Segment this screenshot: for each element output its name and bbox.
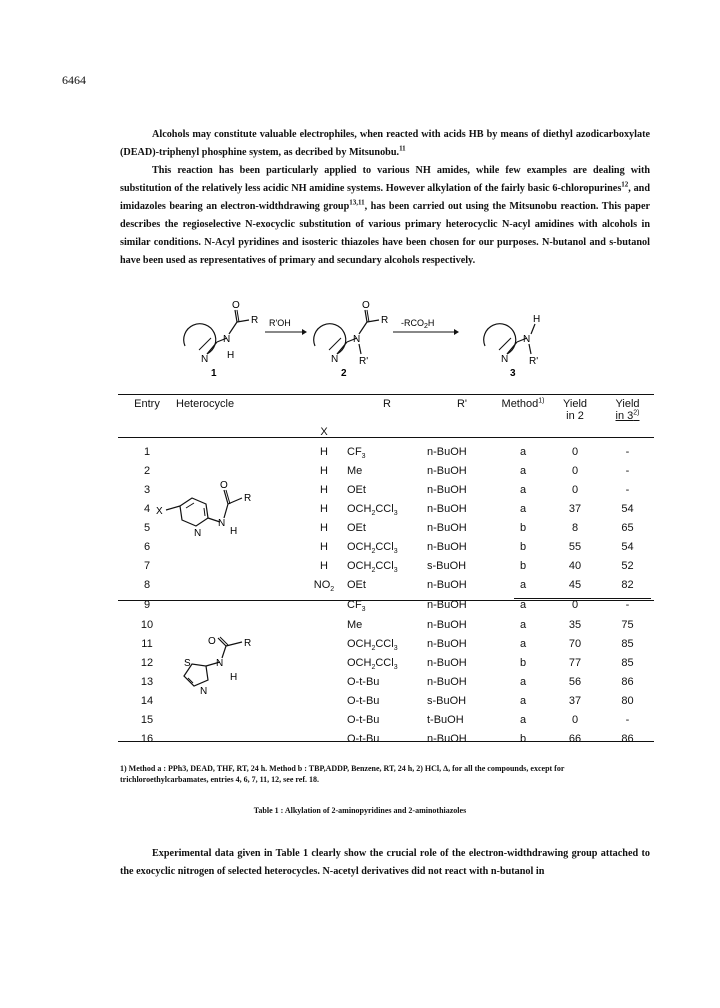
x-column-label: X <box>320 426 328 438</box>
yield2-cell: 45 <box>568 578 582 591</box>
x-cell: H <box>320 521 328 534</box>
yield2-cell: 77 <box>568 656 582 669</box>
rp-cell: n-BuOH <box>427 540 467 553</box>
entry-cell: 1 <box>143 445 151 458</box>
method-cell: a <box>519 502 527 515</box>
table-footnote: 1) Method a : PPh3, DEAD, THF, RT, 24 h. Method b : TBP,ADDP, Benzene, RT, 24 h, 2) HCl, Δ, for all the compounds, except for trichloroethylcarbamates, entries 4, 6, 7, 11, 12, see ref. 18. <box>120 764 565 784</box>
entry-cell: 12 <box>140 656 154 669</box>
rp-cell: n-BuOH <box>427 618 467 631</box>
atom-r-label: R <box>244 638 252 649</box>
atom-h-label: H <box>533 314 541 325</box>
yield3-cell: - <box>625 445 630 458</box>
entry-cell: 8 <box>143 578 151 591</box>
r-cell: $OCH_2CCl_3$ <box>347 502 398 517</box>
method-cell: a <box>519 464 527 477</box>
compound-1-structure <box>184 300 259 365</box>
r-cell: OEt <box>347 521 366 534</box>
rp-cell: n-BuOH <box>427 464 467 477</box>
table-row <box>118 710 654 729</box>
entry-cell: 4 <box>143 502 151 515</box>
entry-cell: 5 <box>143 521 151 534</box>
heterocycle-cell <box>176 575 301 594</box>
atom-o-label: O <box>232 300 240 311</box>
atom-n-label: N <box>223 334 231 345</box>
yield2-cell: 55 <box>568 540 582 553</box>
atom-n-label: N <box>523 334 531 345</box>
r-cell: $OCH_2CCl_3$ <box>347 656 398 671</box>
aminothiazole-structure <box>170 636 280 706</box>
x-cell: H <box>320 502 328 515</box>
reaction-scheme <box>165 298 565 378</box>
entry-cell: 3 <box>143 483 151 496</box>
heterocycle-cell <box>176 594 301 615</box>
heterocycle-cell <box>176 442 301 461</box>
rp-cell: n-BuOH <box>427 521 467 534</box>
yield2-cell: 0 <box>571 713 579 726</box>
r-cell: Me <box>347 464 363 477</box>
entry-cell: 13 <box>140 675 154 688</box>
rp-cell: n-BuOH <box>427 656 467 669</box>
col-entry: Entry <box>134 398 160 410</box>
method-cell: a <box>519 637 527 650</box>
x-cell: H <box>320 540 328 553</box>
method-cell: a <box>519 445 527 458</box>
table-row <box>118 729 654 748</box>
reagent-2: $-RCO_2H$ <box>401 318 435 330</box>
atom-n-label: N <box>353 334 361 345</box>
yield2-cell: 0 <box>571 483 579 496</box>
rp-cell: n-BuOH <box>427 675 467 688</box>
entry-cell: 9 <box>143 598 151 611</box>
method-cell: a <box>519 713 527 726</box>
atom-r-label: R <box>251 315 259 326</box>
rp-cell: n-BuOH <box>427 502 467 515</box>
ring-n-label: N <box>331 354 339 365</box>
ring-n-label: N <box>501 354 509 365</box>
rp-cell: n-BuOH <box>427 578 467 591</box>
method-cell: b <box>519 559 527 572</box>
col-r: R <box>383 398 391 410</box>
r-cell: O-t-Bu <box>347 732 380 745</box>
atom-s-label: S <box>184 658 191 669</box>
compound-3-structure <box>484 314 541 367</box>
method-cell: a <box>519 694 527 707</box>
table-row <box>118 594 654 615</box>
yield2-cell: 66 <box>568 732 582 745</box>
paragraph-discussion: Experimental data given in Table 1 clearly show the crucial role of the electron-widthdrawing group attached to the exocyclic nitrogen of selected heterocycles. N-acetyl derivatives did not react with n-butanol in <box>120 848 650 877</box>
yield3-cell: 86 <box>621 732 634 745</box>
yield2-cell: 37 <box>568 502 582 515</box>
compound-label-1: 1 <box>211 368 217 378</box>
table-row <box>118 575 654 594</box>
yield2-cell: 8 <box>571 521 579 534</box>
yield2-cell: 56 <box>568 675 582 688</box>
rp-cell: n-BuOH <box>427 732 467 745</box>
yield2-cell: 0 <box>571 464 579 477</box>
yield3-cell: 75 <box>621 618 634 631</box>
method-cell: a <box>519 675 527 688</box>
paragraph-scope: This reaction has been particularly applied to various NH amides, while few examples are dealing with substitution of the relatively less acidic NH amidine systems. However alkylation of the fairly basic 6-chloropurines$^{12}$, and imidazoles bearing an electron-widthdrawing group$^{13,11}$, has been carried out using the Mitsunobu reaction. This paper describes the regioselective N-exocyclic substitution of various primary heterocyclic N-acyl amidines with alcohols in similar conditions. N-Acyl pyridines and isosteric thiazoles have been chosen for our purposes. N-butanol and s-butanol have been used as representatives of primary and secundary alcohols respectively. <box>120 165 650 266</box>
rp-cell: s-BuOH <box>427 694 467 707</box>
table-row <box>118 556 654 575</box>
x-cell <box>301 594 347 615</box>
entry-cell: 14 <box>140 694 154 707</box>
table-row <box>118 615 654 634</box>
method-cell: a <box>519 483 527 496</box>
yield3-cell: - <box>625 483 630 496</box>
atom-n-label: N <box>218 518 226 529</box>
x-cell <box>301 653 347 672</box>
entry-cell: 16 <box>140 732 154 745</box>
atom-n-label: N <box>216 658 224 669</box>
yield3-cell: 54 <box>621 502 634 515</box>
yield3-cell: 85 <box>621 637 634 650</box>
atom-h-label: H <box>227 350 235 361</box>
yield3-cell: 65 <box>621 521 634 534</box>
entry-cell: 10 <box>140 618 154 631</box>
rp-cell: t-BuOH <box>427 713 464 726</box>
method-cell: a <box>519 598 527 611</box>
heterocycle-cell <box>176 615 301 634</box>
ring-n-label: N <box>201 354 209 365</box>
atom-r-label: R <box>244 493 252 504</box>
yield2-cell: 0 <box>571 445 579 458</box>
atom-o-label: O <box>220 480 228 491</box>
col-rp: R' <box>456 398 468 410</box>
r-cell: Me <box>347 618 363 631</box>
yield2-cell: 0 <box>571 598 579 611</box>
yield3-cell: - <box>625 598 630 611</box>
atom-r-label: R <box>381 315 389 326</box>
yield2-cell: 70 <box>568 637 582 650</box>
atom-o-label: O <box>362 300 370 311</box>
x-cell <box>301 615 347 634</box>
x-cell: H <box>320 445 328 458</box>
method-cell: b <box>519 656 527 669</box>
method-cell: b <box>519 521 527 534</box>
reagent-1: R'OH <box>269 318 291 328</box>
col-method: Method$^{1)}$ <box>501 397 545 410</box>
r-cell: $CF_3$ <box>347 445 366 460</box>
rp-cell: n-BuOH <box>427 598 467 611</box>
entry-cell: 7 <box>143 559 151 572</box>
rp-cell: s-BuOH <box>427 559 467 572</box>
page-number: 6464 <box>62 73 86 87</box>
heterocycle-cell <box>176 729 301 748</box>
method-cell: a <box>519 578 527 591</box>
yield2-cell: 35 <box>568 618 582 631</box>
yield3-cell: 52 <box>621 559 634 572</box>
r-cell: $OCH_2CCl_3$ <box>347 637 398 652</box>
r-cell: OEt <box>347 483 366 496</box>
atom-rp-label: R' <box>359 356 369 367</box>
col-yield2: Yield in 2 <box>562 398 588 422</box>
rp-cell: n-BuOH <box>427 637 467 650</box>
r-cell: OEt <box>347 578 366 591</box>
heterocycle-cell <box>176 710 301 729</box>
method-cell: b <box>519 732 527 745</box>
ring-n-label: N <box>200 686 208 697</box>
entry-cell: 6 <box>143 540 151 553</box>
yield3-cell: 86 <box>621 675 634 688</box>
yield3-cell: 82 <box>621 578 634 591</box>
atom-rp-label: R' <box>529 356 539 367</box>
col-heterocycle: Heterocycle <box>176 398 235 410</box>
yield3-cell: 54 <box>621 540 634 553</box>
yield3-cell: - <box>625 713 630 726</box>
r-cell: $CF_3$ <box>347 598 366 613</box>
r-cell: O-t-Bu <box>347 675 380 688</box>
table-header-row <box>118 398 654 422</box>
atom-x-label: X <box>156 506 163 517</box>
entry-cell: 2 <box>143 464 151 477</box>
yield3-cell: 80 <box>621 694 634 707</box>
compound-label-3: 3 <box>510 368 516 378</box>
x-cell <box>301 691 347 710</box>
atom-h-label: H <box>230 526 238 537</box>
r-cell: O-t-Bu <box>347 694 380 707</box>
r-cell: $OCH_2CCl_3$ <box>347 540 398 555</box>
entry-cell: 15 <box>140 713 154 726</box>
method-cell: a <box>519 618 527 631</box>
x-cell <box>301 634 347 653</box>
x-cell <box>301 672 347 691</box>
yield2-cell: 40 <box>568 559 582 572</box>
table-caption: Table 1 : Alkylation of 2-aminopyridines and 2-aminothiazoles <box>253 806 467 815</box>
heterocycle-cell <box>176 556 301 575</box>
compound-2-structure <box>314 300 389 367</box>
x-cell <box>301 710 347 729</box>
yield2-cell: 37 <box>568 694 582 707</box>
ring-n-label: N <box>194 528 202 539</box>
aminopyridine-structure <box>150 476 280 546</box>
col-yield3: Yield in 3$^{2)}$ <box>615 398 640 422</box>
atom-o-label: O <box>208 636 216 647</box>
method-cell: b <box>519 540 527 553</box>
table-top-rule <box>118 394 654 395</box>
r-cell: $OCH_2CCl_3$ <box>347 559 398 574</box>
r-cell: O-t-Bu <box>347 713 380 726</box>
atom-h-label: H <box>230 672 238 683</box>
x-cell: H <box>320 559 328 572</box>
x-cell: $NO_2$ <box>313 578 335 593</box>
yield3-cell: 85 <box>621 656 634 669</box>
x-cell: H <box>320 464 328 477</box>
rp-cell: n-BuOH <box>427 483 467 496</box>
table-row <box>118 442 654 461</box>
yield3-cell: - <box>625 464 630 477</box>
compound-label-2: 2 <box>341 368 347 378</box>
rp-cell: n-BuOH <box>427 445 467 458</box>
paragraph-intro: Alcohols may constitute valuable electrophiles, when reacted with acids HB by means of diethyl azodicarboxylate (DEAD)-triphenyl phosphine system, as decribed by Mitsunobu.$^{11}$ <box>120 129 650 158</box>
entry-cell: 11 <box>141 637 153 650</box>
x-cell: H <box>320 483 328 496</box>
x-cell <box>301 729 347 748</box>
